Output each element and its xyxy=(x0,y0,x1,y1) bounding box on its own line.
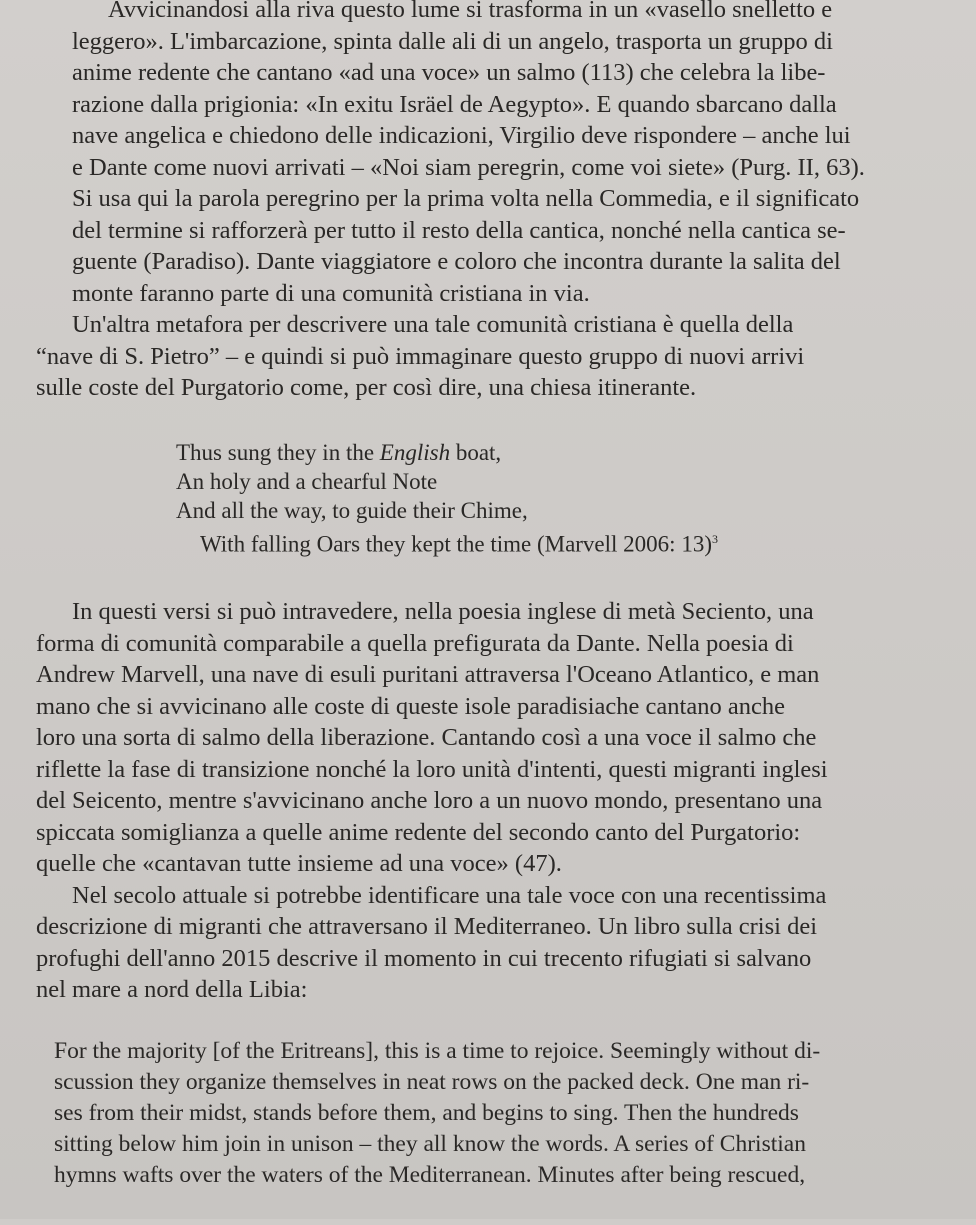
text-line: razione dalla prigionia: «In exitu Isräel de Aegypto». E quando sbarcano dalla xyxy=(72,90,837,118)
footnote-marker: 3 xyxy=(711,531,718,546)
text-line: loro una sorta di salmo della liberazione. Cantando così a una voce il salmo che xyxy=(36,724,817,752)
text-line: Si usa qui la parola peregrino per la prima volta nella Commedia, e il significato xyxy=(72,185,860,212)
text-line: Un'altra metafora per descrivere una tale comunità cristiana è quella della xyxy=(72,311,794,338)
text-line: del Seicento, mentre s'avvicinano anche loro a un nuovo mondo, presentano una xyxy=(36,787,823,815)
text-line: Avvicinandosi alla riva questo lume si trasforma in un «vasello snelletto e xyxy=(108,0,833,23)
text-line: riflette la fase di transizione nonché la loro unità d'intenti, questi migranti inglesi xyxy=(36,755,828,783)
text-line: sulle coste del Purgatorio come, per così dire, una chiesa itinerante. xyxy=(36,374,697,401)
text-line: e Dante come nuovi arrivati – «Noi siam peregrin, come voi siete» (Purg. II, 63). xyxy=(72,153,865,181)
block-quotation xyxy=(54,1036,936,1191)
text-line: spiccata somiglianza a quelle anime redente del secondo canto del Purgatorio: xyxy=(36,818,801,846)
poem-line-1: Thus sung they in the English boat, xyxy=(176,439,502,465)
text-line: Andrew Marvell, una nave di esuli puritani attraversa l'Oceano Atlantico, e man xyxy=(36,661,820,689)
text-line: In questi versi si può intravedere, nella poesia inglese di metà Seciento, una xyxy=(72,598,814,626)
text-line: nel mare a nord della Libia: xyxy=(36,976,308,1004)
text-line: profughi dell'anno 2015 descrive il momento in cui trecento rifugiati si salvano xyxy=(36,944,812,972)
text-line: mano che si avvicinano alle coste di queste isole paradisiache cantano anche xyxy=(36,692,785,720)
text-line: “nave di S. Pietro” – e quindi si può immaginare questo gruppo di nuovi arrivi xyxy=(36,342,805,370)
text-line: monte faranno parte di una comunità cristiana in via. xyxy=(72,279,590,307)
text-line: Nel secolo attuale si potrebbe identificare una tale voce con una recentissima xyxy=(72,881,827,909)
poem-line-3: And all the way, to guide their Chime, xyxy=(176,497,528,523)
quote-line: hymns wafts over the waters of the Mediterranean. Minutes after being rescued, xyxy=(54,1161,806,1188)
text-line: del termine si rafforzerà per tutto il resto della cantica, nonché nella cantica se- xyxy=(72,216,846,244)
text-line: quelle che «cantavan tutte insieme ad una voce» (47). xyxy=(36,850,562,878)
text-line: nave angelica e chiedono delle indicazioni, Virgilio deve rispondere – anche lui xyxy=(72,122,851,149)
quote-line: sitting below him join in unison – they all know the words. A series of Christian xyxy=(54,1130,806,1157)
text-line: leggero». L'imbarcazione, spinta dalle ali di un angelo, trasporta un gruppo di xyxy=(72,27,833,55)
poem-line-2: An holy and a chearful Note xyxy=(176,468,438,494)
text-line: anime redente che cantano «ad una voce» un salmo (113) che celebra la libe- xyxy=(72,59,826,86)
paragraph-3 xyxy=(36,596,936,880)
poem-quotation xyxy=(176,438,936,559)
quote-line: For the majority [of the Eritreans], this is a time to rejoice. Seemingly without di- xyxy=(54,1037,821,1064)
quote-line: ses from their midst, stands before them, and begins to sing. Then the hundreds xyxy=(54,1099,799,1126)
paragraph-2 xyxy=(36,309,936,404)
paragraph-1 xyxy=(36,0,936,309)
text-line: forma di comunità comparabile a quella prefigurata da Dante. Nella poesia di xyxy=(36,629,794,657)
poem-line-4: With falling Oars they kept the time (Marvell 2006: 13)$^3$ xyxy=(200,531,718,557)
text-line: descrizione di migranti che attraversano il Mediterraneo. Un libro sulla crisi dei xyxy=(36,913,818,941)
text-line: guente (Paradiso). Dante viaggiatore e coloro che incontra durante la salita del xyxy=(72,248,841,275)
quote-line: scussion they organize themselves in neat rows on the packed deck. One man ri- xyxy=(54,1068,810,1095)
paragraph-4 xyxy=(36,880,936,1006)
